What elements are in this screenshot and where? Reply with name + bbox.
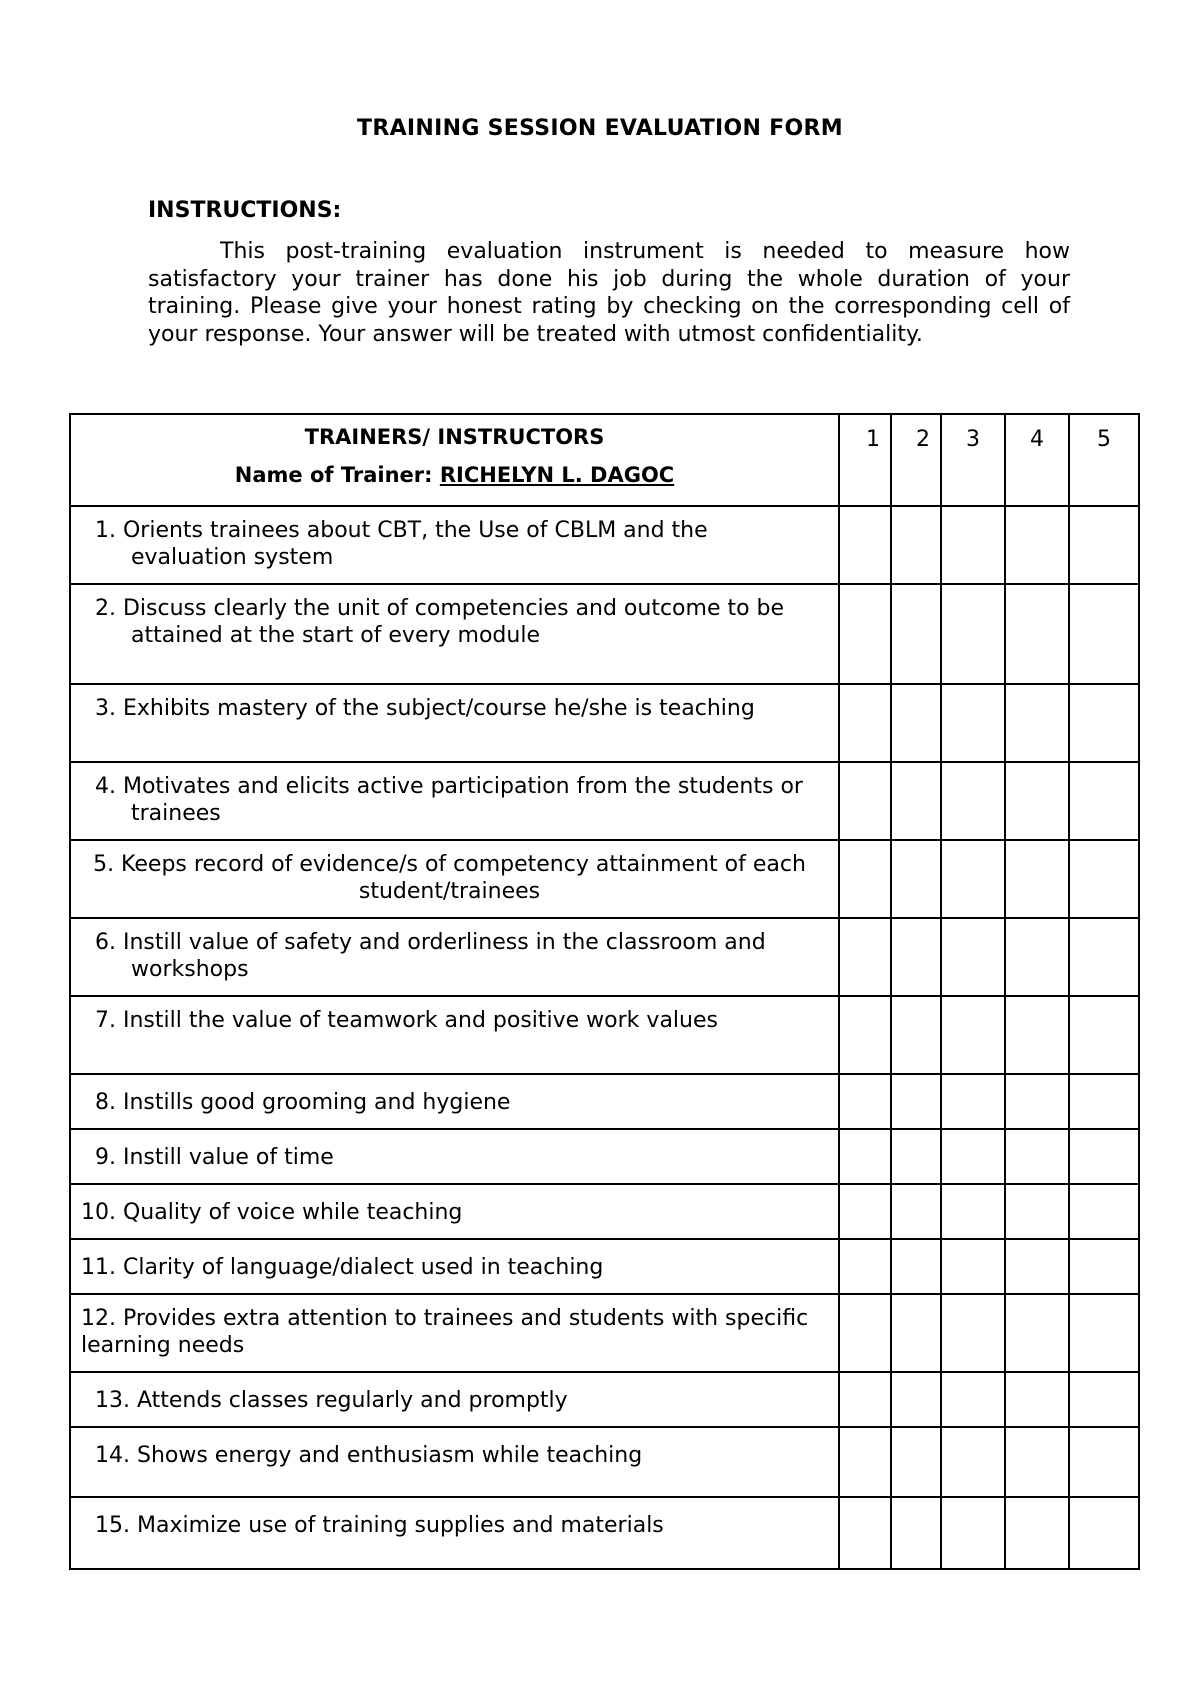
criterion-row (70, 918, 1139, 996)
rating-cell-3[interactable] (941, 1239, 1005, 1294)
rating-header-3: 3 (941, 414, 1005, 506)
criterion-row (70, 1294, 1139, 1372)
rating-cell-3[interactable] (941, 840, 1005, 918)
rating-cell-4[interactable] (1005, 1239, 1069, 1294)
rating-cell-4[interactable] (1005, 1184, 1069, 1239)
criterion-text-cell (70, 1129, 839, 1184)
rating-cell-4[interactable] (1005, 840, 1069, 918)
rating-header-2: 2 (891, 414, 941, 506)
rating-cell-1[interactable] (839, 762, 891, 840)
criterion-text: 2. Discuss clearly the unit of competencies and outcome to be attained at the start of every module (95, 596, 785, 648)
rating-cell-4[interactable] (1005, 1294, 1069, 1372)
rating-cell-5[interactable] (1069, 1294, 1139, 1372)
rating-cell-2[interactable] (891, 506, 941, 584)
rating-cell-2[interactable] (891, 684, 941, 762)
rating-cell-4[interactable] (1005, 506, 1069, 584)
criterion-text: 8. Instills good grooming and hygiene (95, 1090, 511, 1115)
trainer-name: RICHELYN L. DAGOC (439, 463, 675, 487)
criterion-row (70, 684, 1139, 762)
rating-header-1: 1 (839, 414, 891, 506)
rating-cell-2[interactable] (891, 840, 941, 918)
rating-cell-5[interactable] (1069, 996, 1139, 1074)
rating-cell-5[interactable] (1069, 1372, 1139, 1427)
rating-cell-1[interactable] (839, 584, 891, 684)
rating-header-5: 5 (1069, 414, 1139, 506)
criterion-text: 9. Instill value of time (95, 1145, 334, 1170)
criterion-text-cell (70, 684, 839, 762)
rating-cell-5[interactable] (1069, 1184, 1139, 1239)
criterion-row (70, 1497, 1139, 1569)
criterion-row (70, 1239, 1139, 1294)
criterion-text: 11. Clarity of language/dialect used in teaching (81, 1255, 604, 1280)
rating-cell-1[interactable] (839, 1074, 891, 1129)
rating-cell-2[interactable] (891, 1372, 941, 1427)
rating-cell-3[interactable] (941, 996, 1005, 1074)
rating-cell-4[interactable] (1005, 1497, 1069, 1569)
rating-cell-2[interactable] (891, 762, 941, 840)
criterion-row (70, 584, 1139, 684)
rating-cell-5[interactable] (1069, 1129, 1139, 1184)
trainer-label: Name of Trainer: (234, 463, 440, 487)
rating-cell-5[interactable] (1069, 762, 1139, 840)
criterion-row (70, 1372, 1139, 1427)
rating-cell-5[interactable] (1069, 506, 1139, 584)
rating-cell-1[interactable] (839, 1294, 891, 1372)
criterion-text-cell (70, 1294, 839, 1372)
criterion-text-cell (70, 1372, 839, 1427)
criterion-row (70, 1184, 1139, 1239)
rating-cell-4[interactable] (1005, 1372, 1069, 1427)
criterion-text-cell (70, 762, 839, 840)
criterion-text-cell (70, 584, 839, 684)
criterion-text-cell (70, 1074, 839, 1129)
rating-cell-4[interactable] (1005, 1129, 1069, 1184)
rating-cell-2[interactable] (891, 1184, 941, 1239)
rating-cell-3[interactable] (941, 1074, 1005, 1129)
criterion-row (70, 1129, 1139, 1184)
instructions-heading: INSTRUCTIONS: (148, 198, 342, 223)
criterion-row (70, 1427, 1139, 1497)
rating-cell-3[interactable] (941, 584, 1005, 684)
rating-cell-3[interactable] (941, 1427, 1005, 1497)
criterion-text-cell (70, 1184, 839, 1239)
trainer-name-line (71, 463, 838, 487)
rating-cell-2[interactable] (891, 918, 941, 996)
rating-cell-4[interactable] (1005, 684, 1069, 762)
criterion-row (70, 506, 1139, 584)
rating-cell-5[interactable] (1069, 1497, 1139, 1569)
rating-cell-2[interactable] (891, 1239, 941, 1294)
rating-cell-1[interactable] (839, 1372, 891, 1427)
rating-cell-4[interactable] (1005, 1074, 1069, 1129)
rating-cell-3[interactable] (941, 684, 1005, 762)
criterion-row (70, 762, 1139, 840)
rating-cell-1[interactable] (839, 1427, 891, 1497)
criterion-text: 12. Provides extra attention to trainees and students with specific learning needs (81, 1306, 809, 1358)
criterion-row (70, 1074, 1139, 1129)
trainers-header-title: TRAINERS/ INSTRUCTORS (304, 425, 605, 449)
rating-cell-2[interactable] (891, 584, 941, 684)
criterion-text-cell (70, 996, 839, 1074)
rating-cell-5[interactable] (1069, 584, 1139, 684)
criterion-text: 10. Quality of voice while teaching (81, 1200, 463, 1225)
rating-cell-3[interactable] (941, 1497, 1005, 1569)
rating-cell-3[interactable] (941, 1184, 1005, 1239)
rating-cell-2[interactable] (891, 996, 941, 1074)
criteria-list (70, 506, 1139, 1569)
rating-cell-1[interactable] (839, 506, 891, 584)
criterion-text: 14. Shows energy and enthusiasm while teaching (95, 1443, 643, 1468)
criterion-text: 5. Keeps record of evidence/s of competency attainment of each student/trainees (93, 852, 806, 904)
table-header-row (70, 414, 1139, 506)
evaluation-table (69, 413, 1140, 1570)
rating-cell-2[interactable] (891, 1497, 941, 1569)
rating-cell-3[interactable] (941, 1294, 1005, 1372)
criterion-text-cell (70, 918, 839, 996)
criterion-text-cell (70, 1427, 839, 1497)
rating-cell-1[interactable] (839, 996, 891, 1074)
criterion-text: 3. Exhibits mastery of the subject/course he/she is teaching (95, 696, 755, 721)
rating-cell-4[interactable] (1005, 584, 1069, 684)
criterion-text: 13. Attends classes regularly and promptly (95, 1388, 568, 1413)
rating-cell-3[interactable] (941, 1372, 1005, 1427)
criterion-text: 4. Motivates and elicits active participation from the students or trainees (95, 774, 803, 826)
rating-cell-4[interactable] (1005, 996, 1069, 1074)
rating-cell-5[interactable] (1069, 1427, 1139, 1497)
rating-cell-3[interactable] (941, 506, 1005, 584)
rating-cell-2[interactable] (891, 1129, 941, 1184)
rating-cell-5[interactable] (1069, 684, 1139, 762)
rating-cell-5[interactable] (1069, 1074, 1139, 1129)
rating-cell-1[interactable] (839, 1129, 891, 1184)
criterion-text: 1. Orients trainees about CBT, the Use of CBLM and the evaluation system (95, 518, 708, 570)
rating-cell-3[interactable] (941, 762, 1005, 840)
rating-cell-1[interactable] (839, 1239, 891, 1294)
form-title: TRAINING SESSION EVALUATION FORM (357, 116, 843, 141)
rating-cell-1[interactable] (839, 1497, 891, 1569)
rating-cell-1[interactable] (839, 684, 891, 762)
rating-cell-4[interactable] (1005, 918, 1069, 996)
criterion-text: 7. Instill the value of teamwork and positive work values (95, 1008, 718, 1033)
rating-cell-3[interactable] (941, 918, 1005, 996)
rating-header-4: 4 (1005, 414, 1069, 506)
rating-cell-3[interactable] (941, 1129, 1005, 1184)
rating-cell-5[interactable] (1069, 1239, 1139, 1294)
criterion-text-cell (70, 1239, 839, 1294)
rating-cell-5[interactable] (1069, 840, 1139, 918)
rating-cell-4[interactable] (1005, 1427, 1069, 1497)
rating-cell-2[interactable] (891, 1427, 941, 1497)
rating-cell-1[interactable] (839, 1184, 891, 1239)
rating-cell-1[interactable] (839, 918, 891, 996)
criterion-row (70, 840, 1139, 918)
criterion-row (70, 996, 1139, 1074)
rating-cell-5[interactable] (1069, 918, 1139, 996)
criterion-text-cell (70, 840, 839, 918)
criterion-text: 15. Maximize use of training supplies and materials (95, 1513, 664, 1538)
rating-cell-1[interactable] (839, 840, 891, 918)
instructions-text: This post-training evaluation instrument is needed to measure how satisfactory your trainer has done his job during the whole duration of your training. Please give your honest rating by checking on the corresponding cell of your response. Your answer will be treated with utmost confidentiality. (148, 239, 1070, 347)
rating-cell-2[interactable] (891, 1294, 941, 1372)
rating-cell-2[interactable] (891, 1074, 941, 1129)
criterion-text-cell (70, 506, 839, 584)
trainers-header-cell (70, 414, 839, 506)
criterion-text: 6. Instill value of safety and orderliness in the classroom and workshops (95, 930, 766, 982)
criterion-text-cell (70, 1497, 839, 1569)
rating-cell-4[interactable] (1005, 762, 1069, 840)
